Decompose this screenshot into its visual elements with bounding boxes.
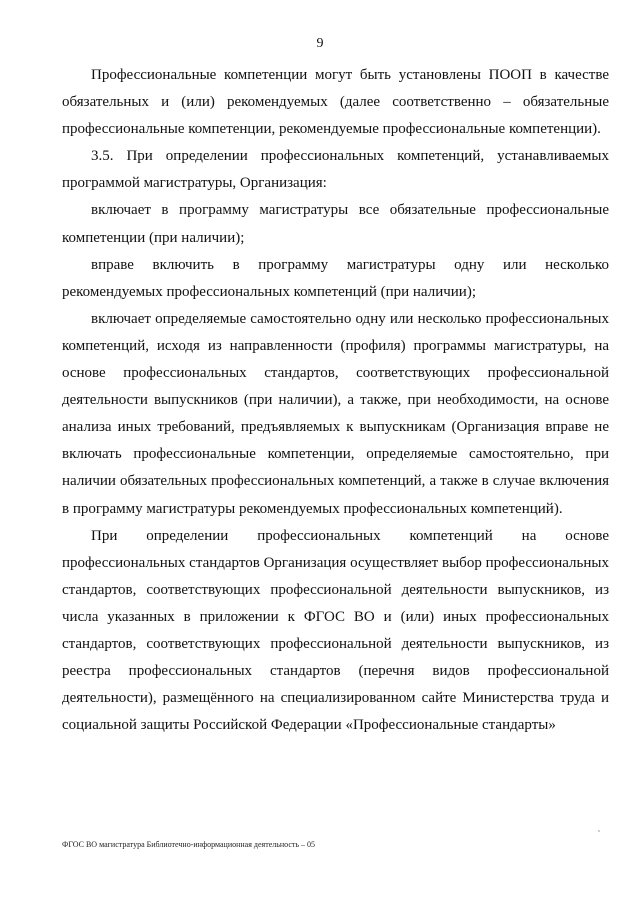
page-number: 9 (316, 36, 324, 51)
paragraph-competencies-intro: Профессиональные компетенции могут быть установлены ПООП в качестве обязательных и (или) рекомендуемых (далее соответственно – обязательные профессиональные компетенции, рекомендуемые профессиональные компетенции). (62, 67, 609, 138)
body-text (62, 62, 609, 739)
paragraph-professional-standards: При определении профессиональных компетенций на основе профессиональных стандартов Организация осуществляет выбор профессиональных стандартов, соответствующих профессиональной деятельности выпускников, из числа указанных в приложении к ФГОС ВО и (или) иных профессиональных стандартов, соответствующих профессиональной деятельности выпускников, из реестра профессиональных стандартов (перечня видов профессиональной деятельности), размещённого на специализированном сайте Министерства труда и социальной защиты Российской Федерации «Профессиональные стандарты» (62, 527, 609, 734)
document-footer: ФГОС ВО магистратура Библиотечно-информационная деятельность – 05 (62, 840, 316, 849)
paragraph-recommended-competencies: вправе включить в программу магистратуры одну или несколько рекомендуемых профессиональных компетенций (при наличии); (62, 256, 609, 300)
paragraph-self-defined-competencies: включает определяемые самостоятельно одну или несколько профессиональных компетенций, исходя из направленности (профиля) программы магистратуры, на основе профессиональных стандартов, соответствующих профессиональной деятельности выпускников (при наличии), а также, при необходимости, на основе анализа иных требований, предъявляемых к выпускникам (Организация вправе не включать профессиональные компетенции, определяемые самостоятельно, при наличии обязательных профессиональных компетенций, а также в случае включения в программу магистратуры рекомендуемых профессиональных компетенций). (62, 310, 609, 517)
scan-speck (598, 830, 600, 832)
paragraph-mandatory-competencies: включает в программу магистратуры все обязательные профессиональные компетенции (при наличии); (62, 202, 609, 246)
paragraph-section-3-5: 3.5. При определении профессиональных компетенций, устанавливаемых программой магистратуры, Организация: (62, 148, 609, 192)
